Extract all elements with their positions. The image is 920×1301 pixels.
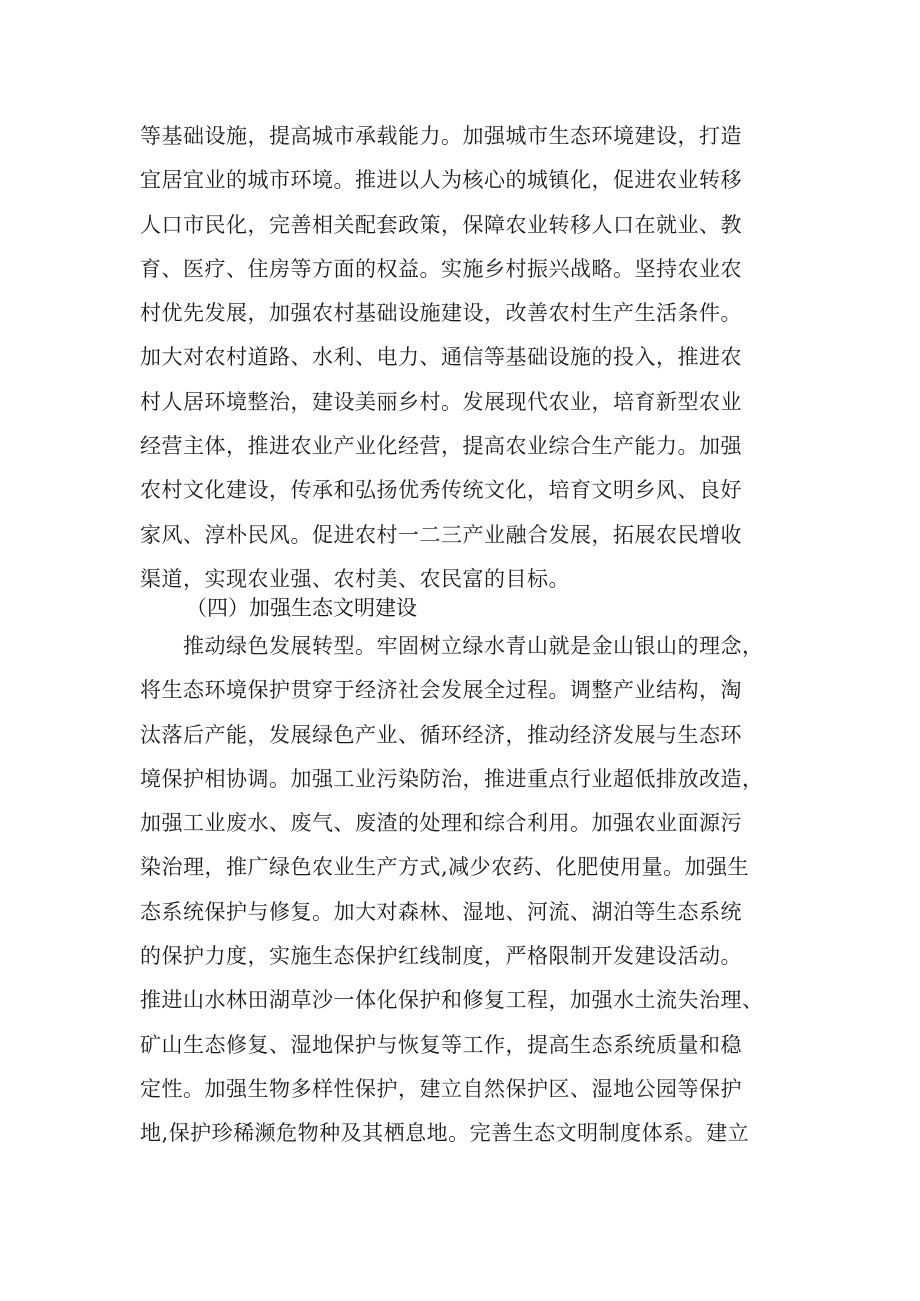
text-line: 定性。加强生物多样性保护，建立自然保护区、湿地公园等保护 <box>140 1076 742 1101</box>
text-line: 村人居环境整治，建设美丽乡村。发展现代农业，培育新型农业 <box>140 389 742 414</box>
paragraph-ecological <box>140 624 800 1156</box>
text-line: 汰落后产能，发展绿色产业、循环经济，推动经济发展与生态环 <box>140 722 742 747</box>
text-line: 经营主体，推进农业产业化经营，提高农业综合生产能力。加强 <box>140 434 742 459</box>
text-line: 地,保护珍稀濒危物种及其栖息地。完善生态文明制度体系。建立 <box>140 1121 750 1146</box>
text-line: 将生态环境保护贯穿于经济社会发展全过程。调整产业结构，淘 <box>140 678 742 703</box>
text-line: 的保护力度，实施生态保护红线制度，严格限制开发建设活动。 <box>140 944 742 969</box>
text-line: 推进山水林田湖草沙一体化保护和修复工程，加强水土流失治理、 <box>140 988 764 1013</box>
text-line: 矿山生态修复、湿地保护与恢复等工作，提高生态系统质量和稳 <box>140 1032 742 1057</box>
text-line: 家风、淳朴民风。促进农村一二三产业融合发展，拓展农民增收 <box>140 522 742 547</box>
text-line: 加强工业废水、废气、废渣的处理和综合利用。加强农业面源污 <box>140 811 742 836</box>
text-line: 染治理，推广绿色农业生产方式,减少农药、化肥使用量。加强生 <box>140 855 750 880</box>
text-line: 态系统保护与修复。加大对森林、湿地、河流、湖泊等生态系统 <box>140 899 742 924</box>
text-line: 农村文化建设，传承和弘扬优秀传统文化，培育文明乡风、良好 <box>140 478 742 503</box>
text-line: 等基础设施，提高城市承载能力。加强城市生态环境建设，打造 <box>140 124 742 148</box>
text-line: 村优先发展，加强农村基础设施建设，改善农村生产生活条件。 <box>140 301 742 326</box>
text-line: 境保护相协调。加强工业污染防治，推进重点行业超低排放改造， <box>140 766 764 791</box>
section-heading: （四）加强生态文明建设 <box>186 596 417 620</box>
text-line: 推动绿色发展转型。牢固树立绿水青山就是金山银山的理念， <box>140 634 764 658</box>
paragraph-urban-rural <box>140 114 800 601</box>
text-line: 加大对农村道路、水利、电力、通信等基础设施的投入，推进农 <box>140 345 742 370</box>
text-line: 人口市民化，完善相关配套政策，保障农业转移人口在就业、教 <box>140 212 742 237</box>
text-line: 宜居宜业的城市环境。推进以人为核心的城镇化，促进农业转移 <box>140 168 742 193</box>
text-line: 育、医疗、住房等方面的权益。实施乡村振兴战略。坚持农业农 <box>140 256 742 281</box>
text-line: 渠道，实现农业强、农村美、农民富的目标。 <box>140 566 570 591</box>
